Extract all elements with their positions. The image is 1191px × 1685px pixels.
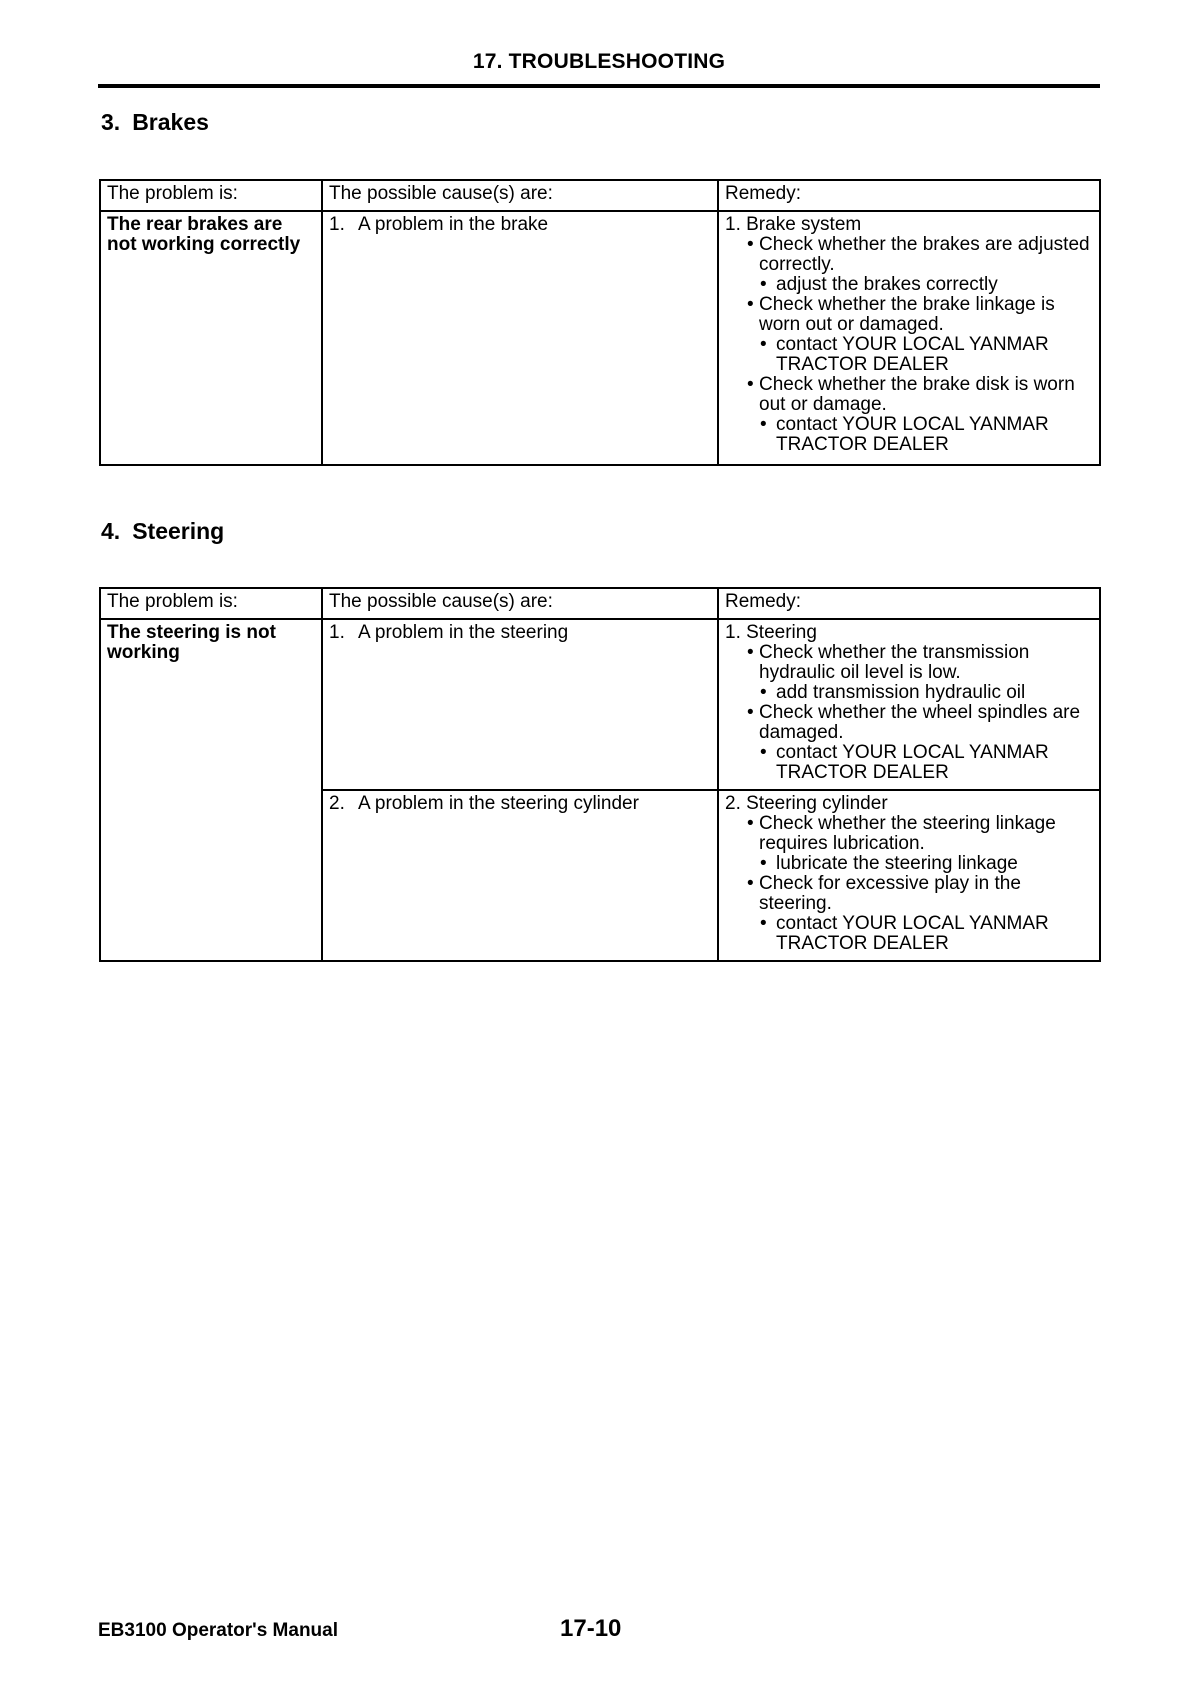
table-row — [100, 211, 1100, 465]
remedy-action: • contact YOUR LOCAL YANMAR TRACTOR DEALER — [725, 914, 1093, 954]
problem-cell: The steering is not working — [100, 619, 322, 961]
remedy-action: • add transmission hydraulic oil — [725, 683, 1093, 703]
section-number: 3. — [101, 109, 121, 135]
remedy-check: • Check whether the brake linkage is worn out or damaged. — [725, 295, 1093, 335]
section-number: 4. — [101, 518, 121, 544]
header-problem: The problem is: — [100, 588, 322, 619]
remedy-check: • Check whether the brakes are adjusted correctly. — [725, 235, 1093, 275]
cause-cell — [322, 619, 718, 790]
cause-number: 2. — [329, 793, 345, 814]
cause-number: 1. — [329, 214, 345, 235]
remedy-action: • contact YOUR LOCAL YANMAR TRACTOR DEALER — [725, 335, 1093, 375]
header-problem: The problem is: — [100, 180, 322, 211]
table-row — [100, 619, 1100, 790]
section-title-steering — [101, 518, 224, 545]
cause-text: A problem in the steering cylinder — [358, 793, 639, 814]
remedy-cell — [718, 790, 1100, 961]
header-causes: The possible cause(s) are: — [322, 180, 718, 211]
remedy-cell — [718, 211, 1100, 465]
remedy-title: 1. Steering — [725, 622, 817, 643]
steering-troubleshooting-table — [99, 587, 1101, 962]
cause-text: A problem in the steering — [358, 622, 569, 643]
section-name: Steering — [132, 518, 225, 544]
cause-cell — [322, 211, 718, 465]
footer-manual-title: EB3100 Operator's Manual — [98, 1620, 338, 1641]
brakes-troubleshooting-table — [99, 179, 1101, 466]
remedy-action: • lubricate the steering linkage — [725, 854, 1093, 874]
remedy-check: • Check for excessive play in the steering. — [725, 874, 1093, 914]
problem-cell: The rear brakes are not working correctly — [100, 211, 322, 465]
remedy-title: 2. Steering cylinder — [725, 793, 888, 814]
remedy-cell — [718, 619, 1100, 790]
remedy-action: • adjust the brakes correctly — [725, 275, 1093, 295]
table-header-row — [100, 180, 1100, 211]
cause-number: 1. — [329, 622, 345, 643]
remedy-check: • Check whether the brake disk is worn out or damage. — [725, 375, 1093, 415]
remedy-action: • contact YOUR LOCAL YANMAR TRACTOR DEALER — [725, 743, 1093, 783]
header-causes: The possible cause(s) are: — [322, 588, 718, 619]
header-remedy: Remedy: — [718, 588, 1100, 619]
cause-text: A problem in the brake — [358, 214, 549, 235]
remedy-check: • Check whether the transmission hydraulic oil level is low. — [725, 643, 1093, 683]
remedy-check: • Check whether the steering linkage requires lubrication. — [725, 814, 1093, 854]
page-header-title: 17. TROUBLESHOOTING — [472, 50, 726, 73]
remedy-title: 1. Brake system — [725, 214, 862, 235]
header-rule — [98, 84, 1100, 88]
page-number: 17-10 — [560, 1615, 622, 1642]
remedy-check: • Check whether the wheel spindles are damaged. — [725, 703, 1093, 743]
cause-cell — [322, 790, 718, 961]
section-title-brakes — [101, 109, 209, 136]
table-header-row — [100, 588, 1100, 619]
remedy-action: • contact YOUR LOCAL YANMAR TRACTOR DEALER — [725, 415, 1093, 455]
section-name: Brakes — [132, 109, 209, 135]
header-remedy: Remedy: — [718, 180, 1100, 211]
